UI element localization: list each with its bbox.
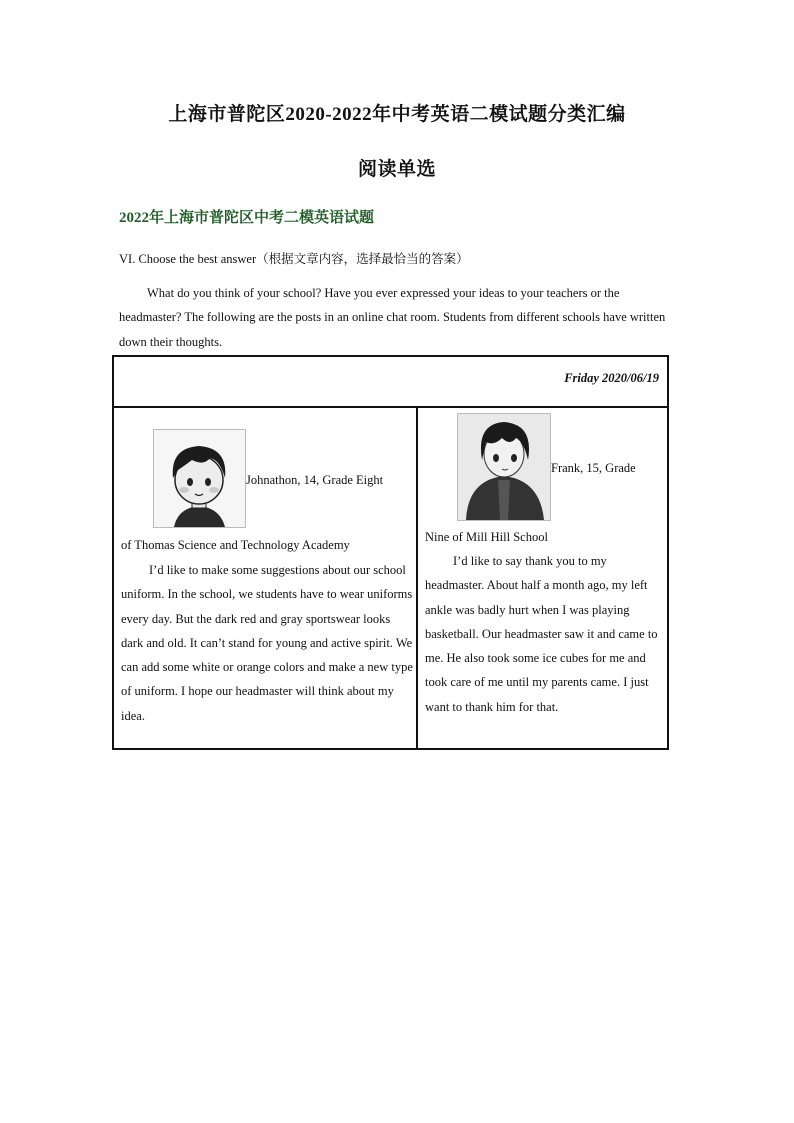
document-title: 上海市普陀区2020-2022年中考英语二模试题分类汇编 [168,104,626,125]
author-name: Frank, 15, Grade [551,461,636,475]
chat-header-row [114,357,667,408]
author-school: Nine of Mill Hill School [425,530,548,544]
question-instruction: VI. Choose the best answer（根据文章内容，选择最恰当的答案） [119,252,469,266]
post-date: Friday 2020/06/19 [564,371,659,385]
author-name: Johnathon, 14, Grade Eight [246,473,384,487]
post-frank [418,408,667,748]
author-school: of Thomas Science and Technology Academy [121,538,350,552]
post-body: I’d like to make some suggestions about our school uniform. In the school, we students have to wear uniforms every day. But the dark red and gray sportswear looks dark and old. It can’t stand for young and active spirit. We can add some white or orange colors and make a new type of uniform. I hope our headmaster will think about my idea. [121,563,413,723]
boy-anime-avatar-icon [457,413,551,521]
chat-room-table [112,355,669,750]
passage-intro: What do you think of your school? Have you ever expressed your ideas to your teachers or the headmaster? The following are the posts in an online chat room. Students from different schools have written down their thoughts. [119,286,666,349]
section-heading: 2022年上海市普陀区中考二模英语试题 [119,210,375,226]
post-body: I’d like to say thank you to my headmaster. About half a month ago, my left ankle was badly hurt when I was playing basketball. Our headmaster saw it and came to me. He also took some ice cubes for me and took care of me until my parents came. I just want to thank him for that. [425,554,658,714]
boy-cartoon-avatar-icon [153,429,246,528]
document-subtitle: 阅读单选 [357,159,436,180]
post-johnathon [114,408,416,748]
